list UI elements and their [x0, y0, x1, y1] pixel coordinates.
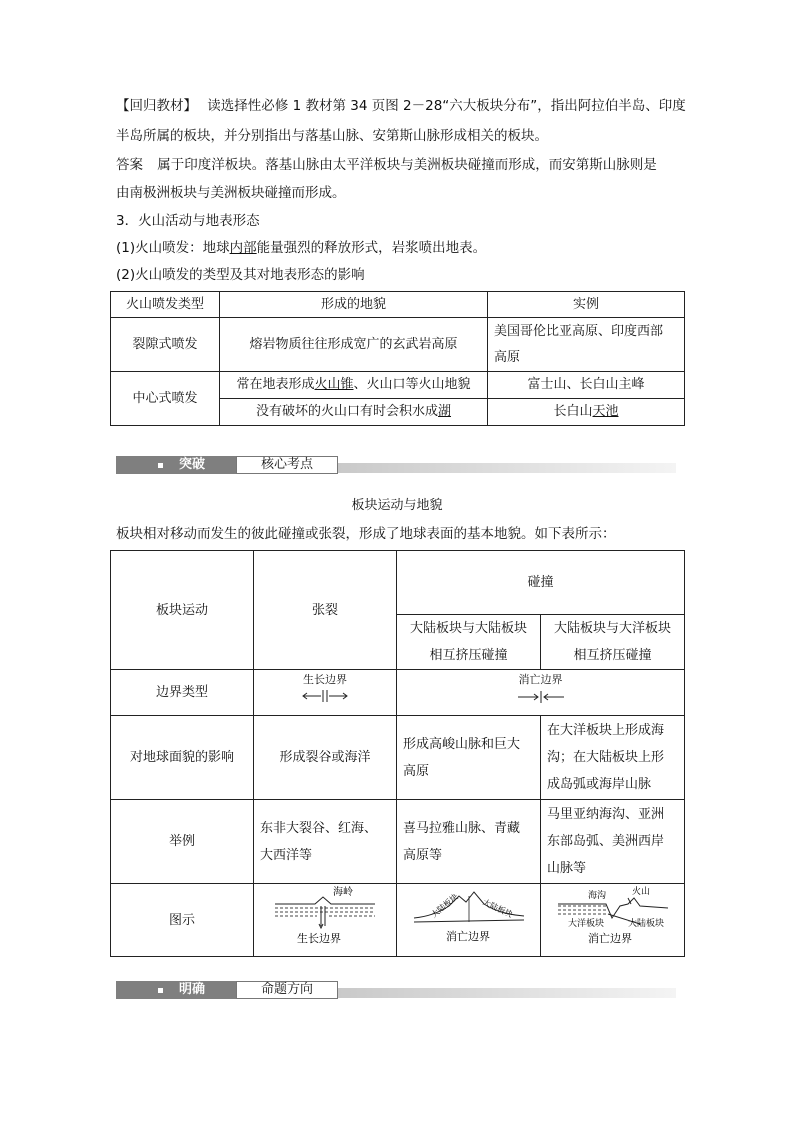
central-example-2-a: 长白山 [553, 404, 593, 419]
cont-ocean-cell [541, 615, 685, 670]
central-landform-2-a: 没有破坏的火山口有时会积水成 [255, 404, 438, 419]
answer-label: 答案 [116, 157, 143, 173]
central-landform-1 [220, 372, 488, 399]
plate-motion-table [110, 550, 685, 957]
dg1-ridge-label: 海岭 [333, 887, 353, 898]
fissure-type: 裂隙式喷发 [111, 318, 220, 372]
section-3-heading: 3．火山活动与地表形态 [116, 213, 260, 229]
ex-co-line-2: 东部岛弧、美洲西岸 [547, 834, 665, 849]
dg3-trench-label: 海沟 [587, 891, 606, 901]
ex-co-line-3: 山脉等 [547, 861, 587, 876]
fissure-example-line-1: 美国哥伦比亚高原、印度西部 [494, 323, 664, 339]
bar2-dark-text: 明确 [179, 982, 206, 997]
cont-ocean-line-2: 相互挤压碰撞 [573, 648, 652, 663]
effect-co-line-2: 沟；在大陆板块上形 [547, 750, 665, 765]
fissure-example-line-2: 高原 [494, 349, 521, 365]
central-example-2 [488, 399, 685, 426]
bar2-fade [338, 988, 676, 998]
mid-ocean-ridge-diagram [265, 884, 385, 946]
plate-section-intro: 板块相对移动而发生的彼此碰撞或张裂，形成了地球表面的基本地貌。如下表所示： [116, 526, 616, 542]
dg2-right-label: 大陆板块 [480, 897, 514, 920]
dg2-caption: 消亡边界 [445, 930, 490, 943]
answer-line-1 [116, 155, 657, 175]
diagram-cont-cont-cell [397, 884, 541, 957]
effect-label: 对地球面貌的影响 [111, 716, 254, 800]
growth-boundary-text: 生长边界 [303, 672, 347, 686]
effect-co-line-1: 在大洋板块上形成海 [547, 723, 665, 738]
square-bullet-icon [158, 463, 163, 468]
diagram-label: 图示 [111, 884, 254, 957]
section-3-item-2: (2)火山喷发的类型及其对地表形态的影响 [116, 267, 365, 283]
effect-cc-line-1: 形成高峻山脉和巨大 [403, 736, 521, 752]
central-type: 中心式喷发 [111, 372, 220, 426]
review-tag: 【回归教材】 [116, 98, 197, 114]
volcano-header-landform: 形成的地貌 [220, 292, 488, 318]
diverging-arrows-icon [295, 689, 355, 703]
central-landform-2-u: 湖 [438, 404, 452, 419]
dg2-left-label: 大陆板块 [429, 892, 460, 920]
bar1-light-text: 核心考点 [236, 456, 338, 474]
fissure-landform: 熔岩物质往往形成宽广的玄武岩高原 [220, 318, 488, 372]
subduction-boundary-cell [397, 670, 685, 716]
central-landform-1-b: 、火山口等火山地貌 [353, 377, 471, 392]
section-bar-breakthrough [116, 456, 676, 474]
section-3-item-1 [116, 238, 486, 258]
diagram-growth-cell [254, 884, 397, 957]
example-cont-ocean [541, 800, 685, 884]
dg3-volcano-label: 火山 [631, 887, 650, 897]
volcano-header-example: 实例 [488, 292, 685, 318]
ex-cc-line-2: 高原等 [403, 847, 443, 863]
central-landform-1-a: 常在地表形成 [236, 377, 315, 392]
volcano-table [110, 291, 685, 426]
effect-cont-ocean [541, 716, 685, 800]
diagram-cont-ocean-cell [541, 884, 685, 957]
cont-cont-cell [397, 615, 541, 670]
boundary-type-label: 边界类型 [111, 670, 254, 716]
central-landform-1-u: 火山锥 [314, 377, 354, 392]
cont-cont-line-1: 大陆板块与大陆板块 [409, 621, 527, 636]
dg3-caption: 消亡边界 [587, 932, 632, 945]
continental-collision-diagram [404, 884, 534, 946]
ex-cc-line-1: 喜马拉雅山脉、青藏 [403, 820, 521, 836]
growth-boundary-cell [254, 670, 397, 716]
review-line-2: 半岛所属的板块，并分别指出与落基山脉、安第斯山脉形成相关的板块。 [116, 128, 548, 144]
central-example-2-u: 天池 [592, 404, 619, 419]
cont-ocean-line-1: 大陆板块与大洋板块 [553, 621, 671, 636]
effect-cc-line-2: 高原 [403, 763, 430, 779]
bar2-light-text: 命题方向 [236, 981, 338, 999]
review-line-1 [116, 96, 686, 116]
fissure-example [488, 318, 685, 372]
item1-text-a: (1)火山喷发：地球 [116, 240, 230, 256]
bar1-dark-text: 突破 [179, 457, 206, 472]
volcano-header-type: 火山喷发类型 [111, 292, 220, 318]
plate-section-title: 板块运动与地貌 [351, 498, 443, 513]
answer-text-1: 属于印度洋板块。落基山脉由太平洋板块与美洲板块碰撞而形成，而安第斯山脉则是 [157, 157, 657, 173]
answer-line-2: 由南极洲板块与美洲板块碰撞而形成。 [116, 185, 346, 201]
dg1-caption: 生长边界 [297, 932, 341, 945]
bar-fade [338, 463, 676, 473]
effect-cont-cont [397, 716, 541, 800]
effect-co-line-3: 成岛弧或海岸山脉 [547, 777, 652, 792]
item1-text-b: 能量强烈的释放形式，岩浆喷出地表。 [256, 240, 487, 256]
ex-tension-line-1: 东非大裂谷、红海、 [260, 820, 378, 836]
dg3-ocean-label: 大洋板块 [567, 919, 604, 929]
bar-dark-label [116, 456, 236, 474]
example-label: 举例 [111, 800, 254, 884]
subduction-zone-diagram [548, 884, 678, 946]
dg3-cont-label: 大陆板块 [627, 919, 664, 929]
subduction-boundary-text: 消亡边界 [518, 672, 563, 686]
collision-label: 碰撞 [397, 551, 685, 615]
example-cont-cont [397, 800, 541, 884]
central-example-1: 富士山、长白山主峰 [488, 372, 685, 399]
plate-motion-label: 板块运动 [111, 551, 254, 670]
cont-cont-line-2: 相互挤压碰撞 [429, 648, 508, 663]
ex-co-line-1: 马里亚纳海沟、亚洲 [547, 807, 665, 822]
square-bullet-icon [158, 988, 163, 993]
central-landform-2 [220, 399, 488, 426]
bar2-dark-label [116, 981, 236, 999]
converging-arrows-icon [506, 691, 576, 703]
item1-underlined: 内部 [229, 240, 257, 256]
example-tension [254, 800, 397, 884]
effect-tension: 形成裂谷或海洋 [254, 716, 397, 800]
review-text-1: 读选择性必修 1 教材第 34 页图 2－28“六大板块分布”，指出阿拉伯半岛、印度 [207, 98, 686, 114]
ex-tension-line-2: 大西洋等 [260, 847, 313, 863]
tension-label: 张裂 [254, 551, 397, 670]
section-bar-direction [116, 981, 676, 999]
